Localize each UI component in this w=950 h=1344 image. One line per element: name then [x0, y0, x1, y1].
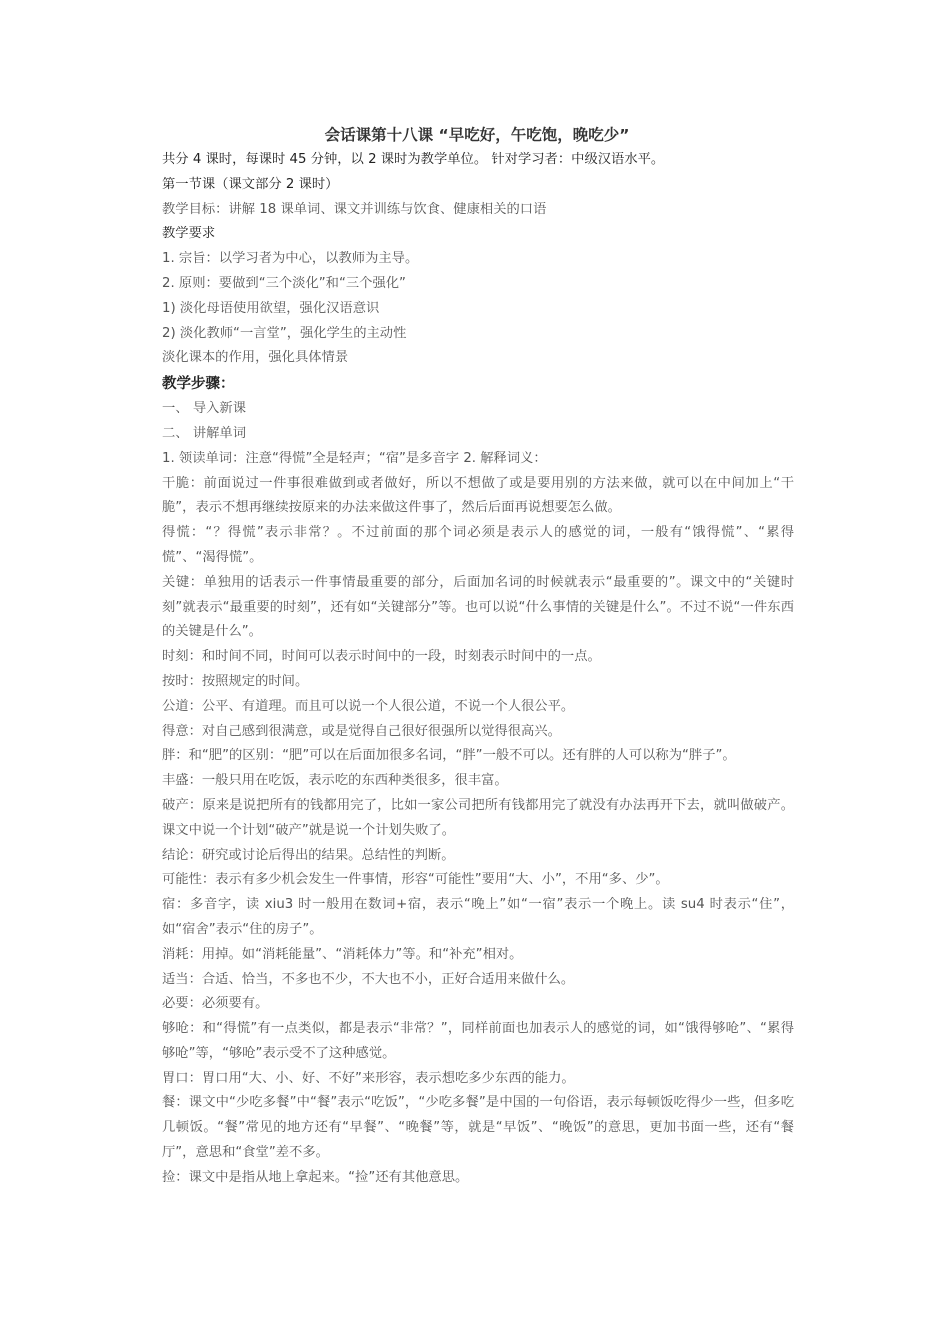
teaching-goal: 教学目标：讲解 18 课单词、课文并训练与饮食、健康相关的口语 [162, 201, 547, 217]
steps-heading: 教学步骤： [162, 376, 235, 393]
vocab-entry: 宿：多音字，读 xiu3 时一般用在数词+宿，表示“晚上”如“一宿”表示一个晚上。读 su4 时表示“住”，如“宿舍”表示“住的房子”。 [162, 897, 794, 937]
requirement-1: 1. 宗旨：以学习者为中心，以教师为主导。 [162, 251, 419, 267]
vocab-entry: 胖：和“肥”的区别：“肥”可以在后面加很多名词，“胖”一般不可以。还有胖的人可以称为“胖子”。 [162, 748, 736, 764]
requirement-2-3: 淡化课本的作用，强化具体情景 [162, 350, 349, 366]
step-2-1: 1. 领读单词：注意“得慌”全是轻声；“宿”是多音字 2. 解释词义： [162, 450, 547, 466]
vocab-entry: 关键：单独用的话表示一件事情最重要的部分，后面加名词的时候就表示“最重要的”。课文中的“关键时刻”就表示“最重要的时刻”，还有如“关键部分”等。也可以说“什么事情的关键是什么”。不过不说“一件东西的关键是什么”。 [162, 574, 794, 640]
vocab-entry: 餐：课文中“少吃多餐”中“餐”表示“吃饭”，“少吃多餐”是中国的一句俗语，表示每顿饭吃得少一些，但多吃几顿饭。“餐”常见的地方还有“早餐”、“晚餐”等，就是“早饭”、“晚饭”的意思，更加书面一些，还有“餐厅”，意思和“食堂”差不多。 [162, 1095, 794, 1161]
vocab-entry: 胃口：胃口用“大、小、好、不好”来形容，表示想吃多少东西的能力。 [162, 1070, 575, 1086]
requirement-2-1: 1) 淡化母语使用欲望，强化汉语意识 [162, 300, 380, 316]
vocab-entry: 丰盛：一般只用在吃饭，表示吃的东西种类很多，很丰富。 [162, 773, 508, 789]
section-heading: 第一节课（课文部分 2 课时） [162, 176, 339, 192]
vocab-entry: 捡：课文中是指从地上拿起来。“捡”还有其他意思。 [162, 1169, 469, 1185]
vocab-entry: 必要：必须要有。 [162, 996, 269, 1012]
document-title: 会话课第十八课 “早吃好，午吃饱，晚吃少” [324, 126, 630, 144]
vocab-entry: 公道：公平、有道理。而且可以说一个人很公道，不说一个人很公平。 [162, 698, 575, 714]
vocab-entry: 可能性：表示有多少机会发生一件事情，形容“可能性”要用“大、小”，不用“多、少”。 [162, 872, 669, 888]
step-2: 二、 讲解单词 [162, 425, 247, 441]
vocab-entry: 干脆：前面说过一件事很难做到或者做好，所以不想做了或是要用别的方法来做，就可以在中间加上“干脆”，表示不想再继续按原来的办法来做这件事了，然后后面再说想要怎么做。 [162, 475, 794, 516]
vocab-entry: 结论：研究或讨论后得出的结果。总结性的判断。 [162, 847, 455, 863]
intro-line: 共分 4 课时，每课时 45 分钟，以 2 课时为教学单位。 针对学习者：中级汉语水平。 [162, 152, 665, 167]
vocab-entry: 按时：按照规定的时间。 [162, 673, 309, 689]
vocab-entry: 得意：对自己感到很满意，或是觉得自己很好很强所以觉得很高兴。 [162, 723, 561, 739]
requirement-2: 2. 原则：要做到“三个淡化”和“三个强化” [162, 275, 406, 291]
requirements-heading: 教学要求 [162, 226, 216, 242]
vocab-entry: 得慌：“？得慌”表示非常？。不过前面的那个词必须是表示人的感觉的词，一般有“饿得慌”、“累得慌”、“渴得慌”。 [162, 525, 794, 565]
requirement-2-2: 2) 淡化教师“一言堂”，强化学生的主动性 [162, 325, 407, 341]
vocab-entry: 够呛：和“得慌”有一点类似，都是表示“非常？”，同样前面也加表示人的感觉的词，如“饿得够呛”、“累得够呛”等，“够呛”表示受不了这种感觉。 [162, 1021, 794, 1061]
vocab-entry: 破产：原来是说把所有的钱都用完了，比如一家公司把所有钱都用完了就没有办法再开下去，就叫做破产。课文中说一个计划“破产”就是说一个计划失败了。 [162, 797, 794, 838]
vocab-entry: 适当：合适、恰当，不多也不少，不大也不小，正好合适用来做什么。 [162, 971, 575, 987]
vocab-entry: 消耗：用掉。如“消耗能量”、“消耗体力”等。和“补充”相对。 [162, 946, 523, 962]
vocab-entry: 时刻：和时间不同，时间可以表示时间中的一段，时刻表示时间中的一点。 [162, 649, 601, 665]
step-1: 一、 导入新课 [162, 401, 247, 417]
